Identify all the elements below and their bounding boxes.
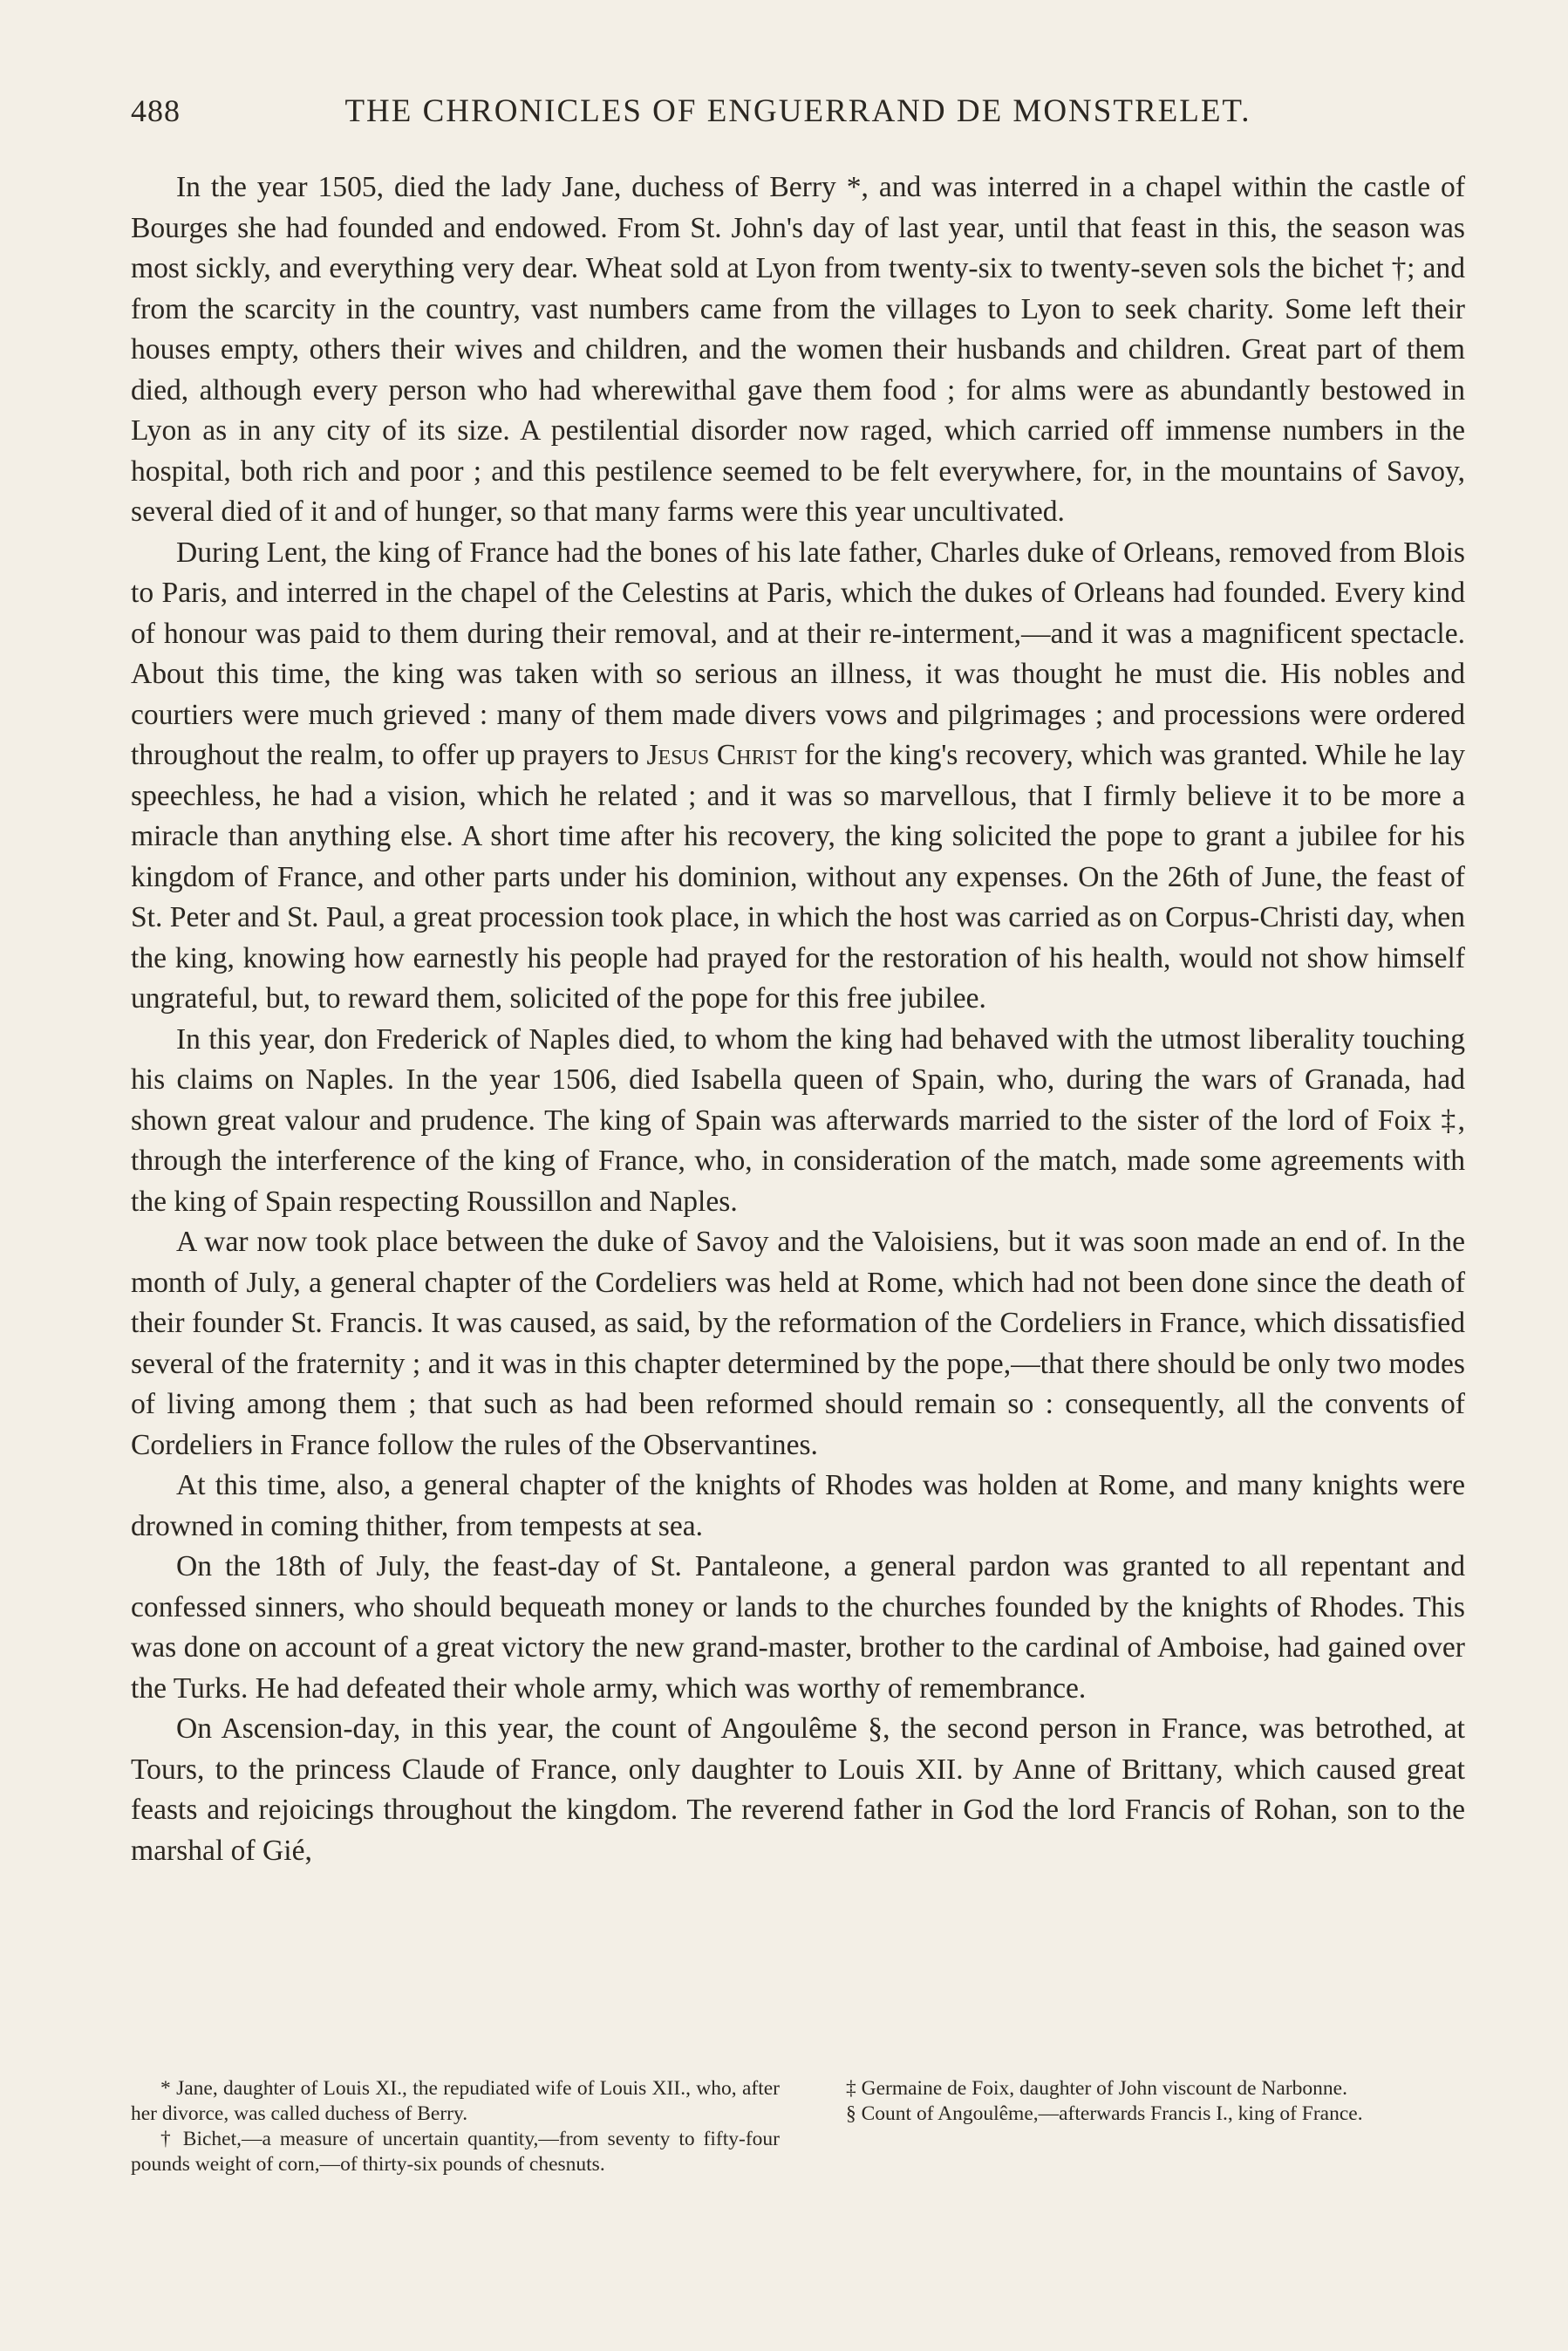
page-number: 488: [131, 93, 181, 128]
running-title: THE CHRONICLES OF ENGUERRAND DE MONSTRELET.: [344, 93, 1251, 129]
small-caps-text: Jesus Christ: [646, 739, 797, 771]
footnote: § Count of Angoulême,—afterwards Francis I., king of France.: [846, 2102, 1363, 2125]
paragraph: In this year, don Frederick of Naples died, to whom the king had behaved with the utmost liberality touching his claims on Naples. In the year 1506, died Isabella queen of Spain, who, during the wars of Granada, had shown great valour and prudence. The king of Spain was afterwards married to the sister of the lord of Foix ‡, through the interference of the king of France, who, in consideration of the match, made some agreements with the king of Spain respecting Roussillon and Naples.: [131, 1022, 1465, 1218]
footnote: † Bichet,—a measure of uncertain quantity,—from seventy to fifty-four pounds weight of corn,—of thirty-six pounds of chesnuts.: [131, 2128, 780, 2176]
main-text: [131, 167, 1465, 1871]
footnotes: [131, 2076, 1465, 2177]
paragraph: During Lent, the king of France had the bones of his late father, Charles duke of Orleans, removed from Blois to Paris, and interred in the chapel of the Celestins at Paris, which the dukes of Orleans had founded. Every kind of honour was paid to them during their removal, and at their re-interment,—and it was a magnificent spectacle. About this time, the king was taken with so serious an illness, it was thought he must die. His nobles and courtiers were much grieved : many of them made divers vows and pilgrimages ; and processions were ordered throughout the realm, to offer up prayers to Jesus Christ for the king's recovery, which was granted. While he lay speechless, he had a vision, which he related ; and it was so marvellous, that I firmly believe it to be more a miracle than anything else. A short time after his recovery, the king solicited the pope to grant a jubilee for his kingdom of France, and other parts under his dominion, without any expenses. On the 26th of June, the feast of St. Peter and St. Paul, a great procession took place, in which the host was carried as on Corpus-Christi day, when the king, knowing how earnestly his people had prayed for the restoration of his health, would not show himself ungrateful, but, to reward them, solicited of the pope for this free jubilee.: [131, 536, 1466, 1015]
paragraph: At this time, also, a general chapter of the knights of Rhodes was holden at Rome, and many knights were drowned in coming thither, from tempests at sea.: [131, 1469, 1465, 1542]
page-header: [131, 85, 1465, 138]
paragraph: On Ascension-day, in this year, the count of Angoulême §, the second person in France, was betrothed, at Tours, to the princess Claude of France, only daughter to Louis XII. by Anne of Brittany, which caused great feasts and rejoicings throughout the kingdom. The reverend father in God the lord Francis of Rohan, son to the marshal of Gié,: [131, 1712, 1465, 1867]
footnote: * Jane, daughter of Louis XI., the repudiated wife of Louis XII., who, after her divorce, was called duchess of Berry.: [131, 2077, 780, 2125]
footnote: ‡ Germaine de Foix, daughter of John viscount de Narbonne.: [846, 2077, 1347, 2100]
paragraph: A war now took place between the duke of Savoy and the Valoisiens, but it was soon made an end of. In the month of July, a general chapter of the Cordeliers was held at Rome, which had not been done since the death of their founder St. Francis. It was caused, as said, by the reformation of the Cordeliers in France, which dissatisfied several of the fraternity ; and it was in this chapter determined by the pope,—that there should be only two modes of living among them ; that such as had been reformed should remain so : consequently, all the convents of Cordeliers in France follow the rules of the Observantines.: [131, 1226, 1465, 1461]
paragraph: In the year 1505, died the lady Jane, duchess of Berry *, and was interred in a chapel within the castle of Bourges she had founded and endowed. From St. John's day of last year, until that feast in this, the season was most sickly, and everything very dear. Wheat sold at Lyon from twenty-six to twenty-seven sols the bichet †; and from the scarcity in the country, vast numbers came from the villages to Lyon to seek charity. Some left their houses empty, others their wives and children, and the women their husbands and children. Great part of them died, although every person who had wherewithal gave them food ; for alms were as abundantly bestowed in Lyon as in any city of its size. A pestilential disorder now raged, which carried off immense numbers in the hospital, both rich and poor ; and this pestilence seemed to be felt everywhere, for, in the mountains of Savoy, several died of it and of hunger, so that many farms were this year uncultivated.: [131, 171, 1465, 528]
paragraph: On the 18th of July, the feast-day of St. Pantaleone, a general pardon was granted to all repentant and confessed sinners, who should bequeath money or lands to the churches founded by the knights of Rhodes. This was done on account of a great victory the new grand-master, brother to the cardinal of Amboise, had gained over the Turks. He had defeated their whole army, which was worthy of remembrance.: [131, 1550, 1465, 1705]
